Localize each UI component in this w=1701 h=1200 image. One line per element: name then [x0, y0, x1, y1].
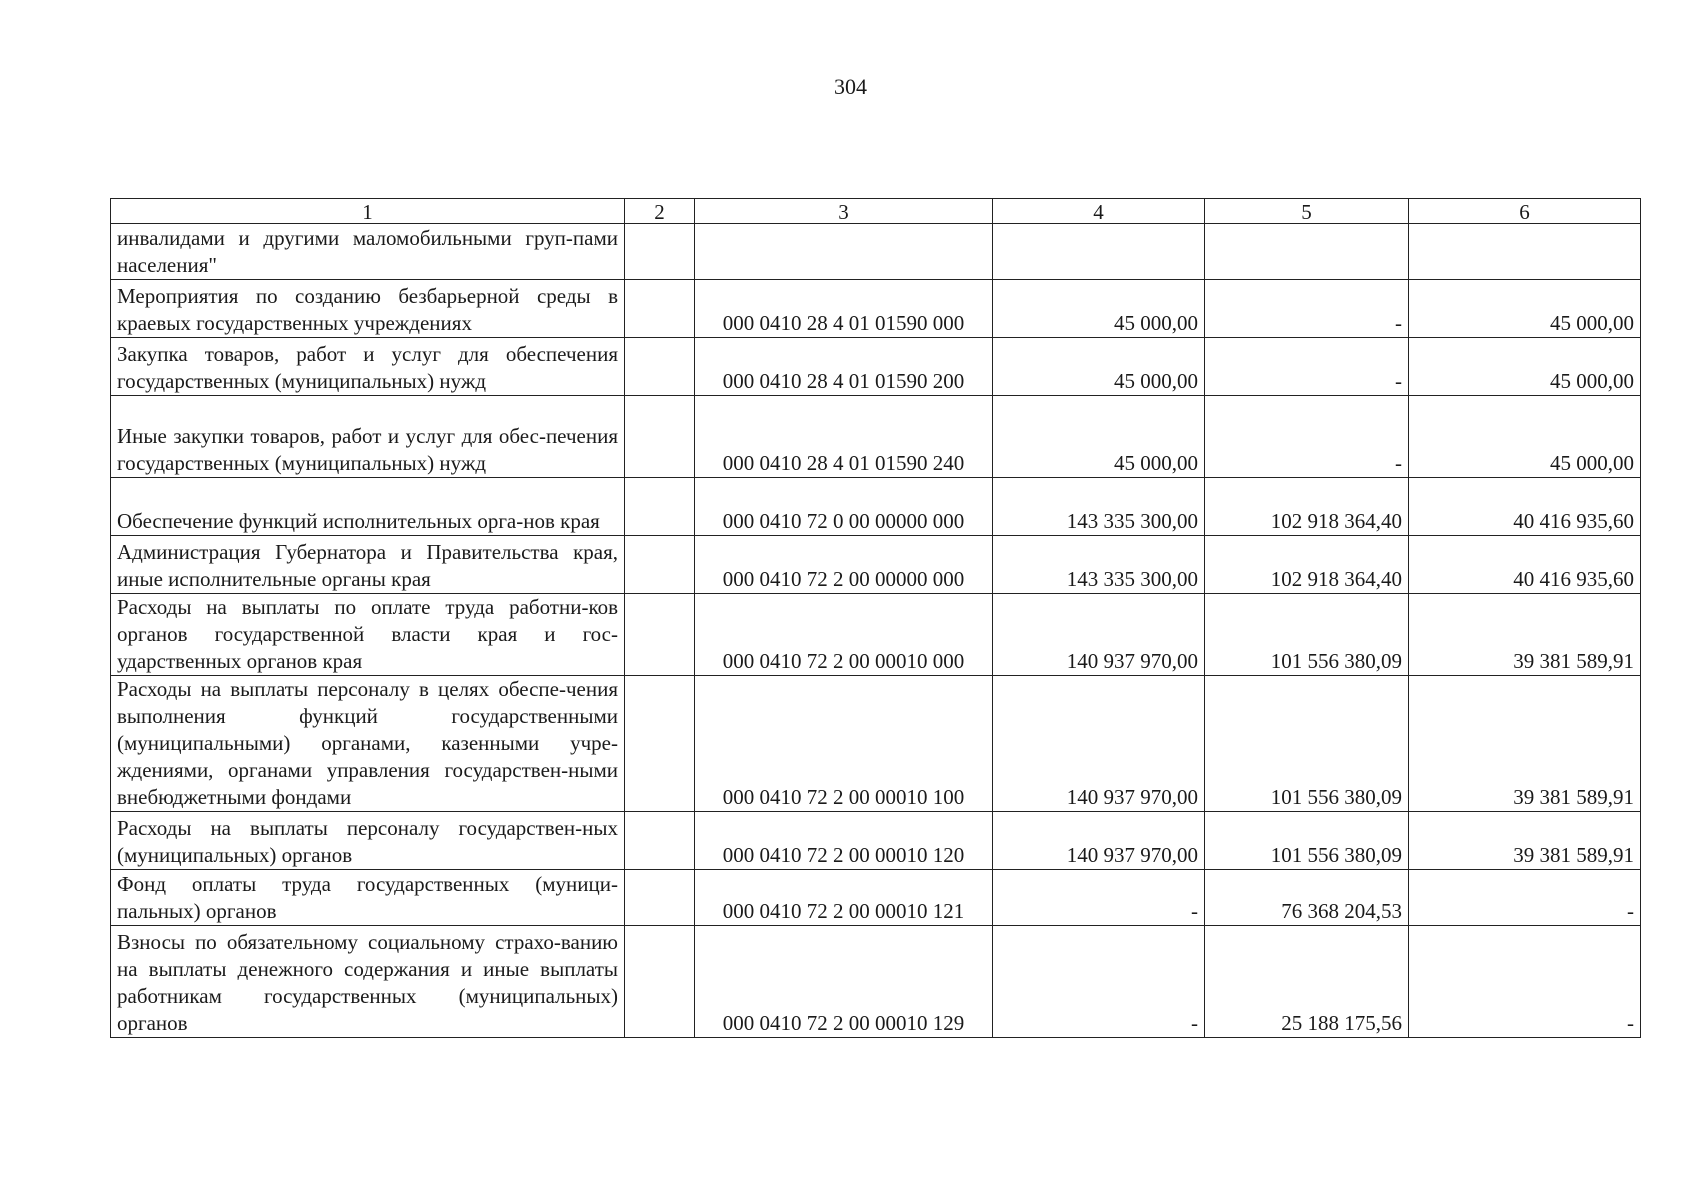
row-code-cell: 000 0410 72 2 00 00010 100	[695, 676, 993, 812]
row-col5-value: 101 556 380,09	[1205, 676, 1409, 812]
row-name-cell: инвалидами и другими маломобильными груп-пами населения"	[111, 224, 625, 280]
row-code-cell: 000 0410 28 4 01 01590 200	[695, 338, 993, 396]
row-col4-value: 45 000,00	[993, 280, 1205, 338]
row-code-cell: 000 0410 28 4 01 01590 000	[695, 280, 993, 338]
row-col5-value	[1205, 224, 1409, 280]
row-col4-value: 45 000,00	[993, 338, 1205, 396]
row-code-cell	[695, 224, 993, 280]
row-col6-value: 40 416 935,60	[1409, 536, 1641, 594]
row-name-cell: Администрация Губернатора и Правительства края, иные исполнительные органы края	[111, 536, 625, 594]
column-header-3: 3	[695, 199, 993, 224]
table-row	[111, 594, 1641, 676]
table-row	[111, 676, 1641, 812]
row-col5-value: 25 188 175,56	[1205, 926, 1409, 1038]
row-col4-value: 140 937 970,00	[993, 676, 1205, 812]
row-col2-cell	[625, 536, 695, 594]
row-code-cell: 000 0410 72 0 00 00000 000	[695, 478, 993, 536]
row-col6-value: 39 381 589,91	[1409, 812, 1641, 870]
row-code-cell: 000 0410 28 4 01 01590 240	[695, 396, 993, 478]
row-col5-value: 101 556 380,09	[1205, 594, 1409, 676]
row-col6-value: 39 381 589,91	[1409, 594, 1641, 676]
row-col4-value: 140 937 970,00	[993, 812, 1205, 870]
table-row	[111, 396, 1641, 478]
row-col4-value: -	[993, 870, 1205, 926]
column-header-1: 1	[111, 199, 625, 224]
row-code-cell: 000 0410 72 2 00 00010 129	[695, 926, 993, 1038]
row-name-cell: Расходы на выплаты по оплате труда работни-ков органов государственной власти края и гос-ударственных органов края	[111, 594, 625, 676]
row-code-cell: 000 0410 72 2 00 00000 000	[695, 536, 993, 594]
row-col2-cell	[625, 926, 695, 1038]
row-col5-value: 76 368 204,53	[1205, 870, 1409, 926]
row-col2-cell	[625, 280, 695, 338]
table-row	[111, 870, 1641, 926]
table-row	[111, 536, 1641, 594]
row-col6-value	[1409, 224, 1641, 280]
row-col5-value: 101 556 380,09	[1205, 812, 1409, 870]
row-col2-cell	[625, 870, 695, 926]
row-col5-value: -	[1205, 338, 1409, 396]
row-col6-value: 45 000,00	[1409, 338, 1641, 396]
row-col4-value: 140 937 970,00	[993, 594, 1205, 676]
row-col2-cell	[625, 676, 695, 812]
column-header-2: 2	[625, 199, 695, 224]
header-row	[111, 199, 1641, 224]
table-row	[111, 478, 1641, 536]
column-header-6: 6	[1409, 199, 1641, 224]
row-col6-value: -	[1409, 926, 1641, 1038]
row-name-cell: Расходы на выплаты персоналу государствен-ных (муниципальных) органов	[111, 812, 625, 870]
row-col2-cell	[625, 478, 695, 536]
table-row	[111, 812, 1641, 870]
row-col4-value: 143 335 300,00	[993, 478, 1205, 536]
row-col4-value: 143 335 300,00	[993, 536, 1205, 594]
row-col2-cell	[625, 338, 695, 396]
row-name-cell: Иные закупки товаров, работ и услуг для обес-печения государственных (муниципальных) нужд	[111, 396, 625, 478]
row-col6-value: 45 000,00	[1409, 396, 1641, 478]
row-name-cell: Обеспечение функций исполнительных орга-нов края	[111, 478, 625, 536]
row-name-cell: Мероприятия по созданию безбарьерной среды в краевых государственных учреждениях	[111, 280, 625, 338]
row-col4-value: -	[993, 926, 1205, 1038]
row-col2-cell	[625, 812, 695, 870]
row-col6-value: -	[1409, 870, 1641, 926]
column-header-5: 5	[1205, 199, 1409, 224]
row-col5-value: 102 918 364,40	[1205, 478, 1409, 536]
row-name-cell: Фонд оплаты труда государственных (муници-пальных) органов	[111, 870, 625, 926]
row-code-cell: 000 0410 72 2 00 00010 121	[695, 870, 993, 926]
table-row	[111, 926, 1641, 1038]
row-col5-value: -	[1205, 280, 1409, 338]
row-col5-value: 102 918 364,40	[1205, 536, 1409, 594]
row-col6-value: 39 381 589,91	[1409, 676, 1641, 812]
row-name-cell: Взносы по обязательному социальному страхо-ванию на выплаты денежного содержания и иные выплаты работникам государственных (муниципальных) органов	[111, 926, 625, 1038]
row-col5-value: -	[1205, 396, 1409, 478]
row-col2-cell	[625, 396, 695, 478]
column-header-4: 4	[993, 199, 1205, 224]
row-name-cell: Расходы на выплаты персоналу в целях обеспе-чения выполнения функций государственными (муниципальными) органами, казенными учре-ждениями, органами управления государствен-ными внебюджетными фондами	[111, 676, 625, 812]
row-col4-value	[993, 224, 1205, 280]
row-col4-value: 45 000,00	[993, 396, 1205, 478]
table-row	[111, 280, 1641, 338]
page-number: 304	[834, 74, 867, 99]
row-col2-cell	[625, 224, 695, 280]
row-name-cell: Закупка товаров, работ и услуг для обеспечения государственных (муниципальных) нужд	[111, 338, 625, 396]
table-row	[111, 224, 1641, 280]
row-col6-value: 45 000,00	[1409, 280, 1641, 338]
row-col2-cell	[625, 594, 695, 676]
row-col6-value: 40 416 935,60	[1409, 478, 1641, 536]
table-row	[111, 338, 1641, 396]
budget-table	[110, 198, 1641, 1038]
row-code-cell: 000 0410 72 2 00 00010 120	[695, 812, 993, 870]
row-code-cell: 000 0410 72 2 00 00010 000	[695, 594, 993, 676]
